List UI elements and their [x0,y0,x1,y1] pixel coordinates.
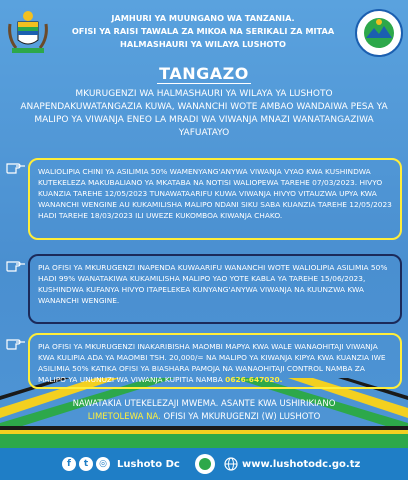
header-line-office: OFISI YA RAISI TAWALA ZA MIKOA NA SERIKALI ZA MITAA [71,26,335,36]
header-line-council: HALMASHAURI YA WILAYA LUSHOTO [120,39,286,49]
social-handle[interactable]: Lushoto Dc [117,458,180,470]
notice-3-text: PIA OFISI YA MKURUGENZI INAKARIBISHA MAOMBI MAPYA KWA WALE WANAOHITAJI VIWANJA KWA KULIPIA ADA YA MAOMBI TSH. 20,000/= NA MALIPO YA KIWANJA KIPYA KWA KUANZIA IWE ASILIMIA 50% KATIKA OFISI YA BIASHARA PAMOJA NA WANAOHITAJI CONTROL NAMBA ZA MALIPO YA UNUNUZI WA VIWANJA KUPITIA NAMBA [38,342,386,384]
header [0,6,408,58]
notice-box-1 [28,158,402,240]
website-link[interactable] [224,457,360,471]
lushoto-council-logo-icon [354,8,404,58]
header-lines [56,12,350,51]
notice-2-text: PIA OFISI YA MKURUGENZI INAPENDA KUWAARIFU WANANCHI WOTE WALIOLIPIA ASILIMIA 50% HADI 99% WANATAKIWA KUKAMILISHA MALIPO YAO YOTE KABLA YA TAREHE 15/06/2023, KUSHINDWA KUFANYA HIVYO ITAPELEKEA KUNYANG'ANYWA VIWANJA NA KUUNZWA KWA WANANCHI WENGINE. [38,263,388,305]
pointing-hand-icon [6,336,26,350]
closing-note [0,398,408,424]
notice-box-2 [28,254,402,324]
lushoto-council-small-logo-icon [194,453,216,475]
twitter-icon[interactable]: t [79,457,93,471]
notice-1-text: WALIOLIPIA CHINI YA ASILIMIA 50% WAMENYANG'ANYWA VIWANJA VYAO KWA KUSHINDWA KUTEKELEZA MAKUBALIANO YA MKATABA NA NOTISI WALIOPEWA TAREHE 07/03/2023. HIVYO KUANZIA TAREHE 12/05/2023 TUNAWATAARIFU KUWA VIWANJA HIVYO VITAUZWA UPYA KWA WANANCHI WENGINE AU KUKAMILISHA MALIPO NDANI SIKU SABA KUANZIA TAREHE 12/05/2023 HADI TAREHE 18/03/2023 ILI UWEZE KUKOMBOA KIWANJA CHAKO. [38,167,392,220]
website-url[interactable]: www.lushotodc.go.tz [242,458,361,470]
contact-phone-number[interactable]: 0626-647020. [225,375,283,384]
tanzania-coat-of-arms-icon [6,8,50,56]
globe-icon [224,457,238,471]
instagram-icon[interactable]: ◎ [96,457,110,471]
page-title: TANGAZO [159,64,249,83]
pointing-hand-icon [6,258,26,272]
header-line-country: JAMHURI YA MUUNGANO WA TANZANIA. [111,13,295,23]
issued-by-office: OFISI YA MKURUGENZI (W) LUSHOTO [160,412,321,422]
closing-line-1: NAWATAKIA UTEKELEZAJI MWEMA. ASANTE KWA USHIRIKIANO [72,399,336,409]
closing-line-2 [0,411,408,424]
intro-paragraph: MKURUGENZI WA HALMASHAURI YA WILAYA YA LUSHOTO ANAPENDAKUWATANGAZIA KUWA, WANANCHI WOTE AMBAO WANDAIWA PESA YA MALIPO YA VIWANJA ENEO LA MRADI WA VIWANJA MNAZI WANATANGAZIWA YAFUATAYO [20,89,388,138]
issued-by-label: LIMETOLEWA NA. [87,412,161,422]
notice-box-3 [28,333,402,389]
footer-bar [0,448,408,480]
pointing-hand-icon [6,160,26,174]
social-links [62,457,180,471]
facebook-icon[interactable]: f [62,457,76,471]
